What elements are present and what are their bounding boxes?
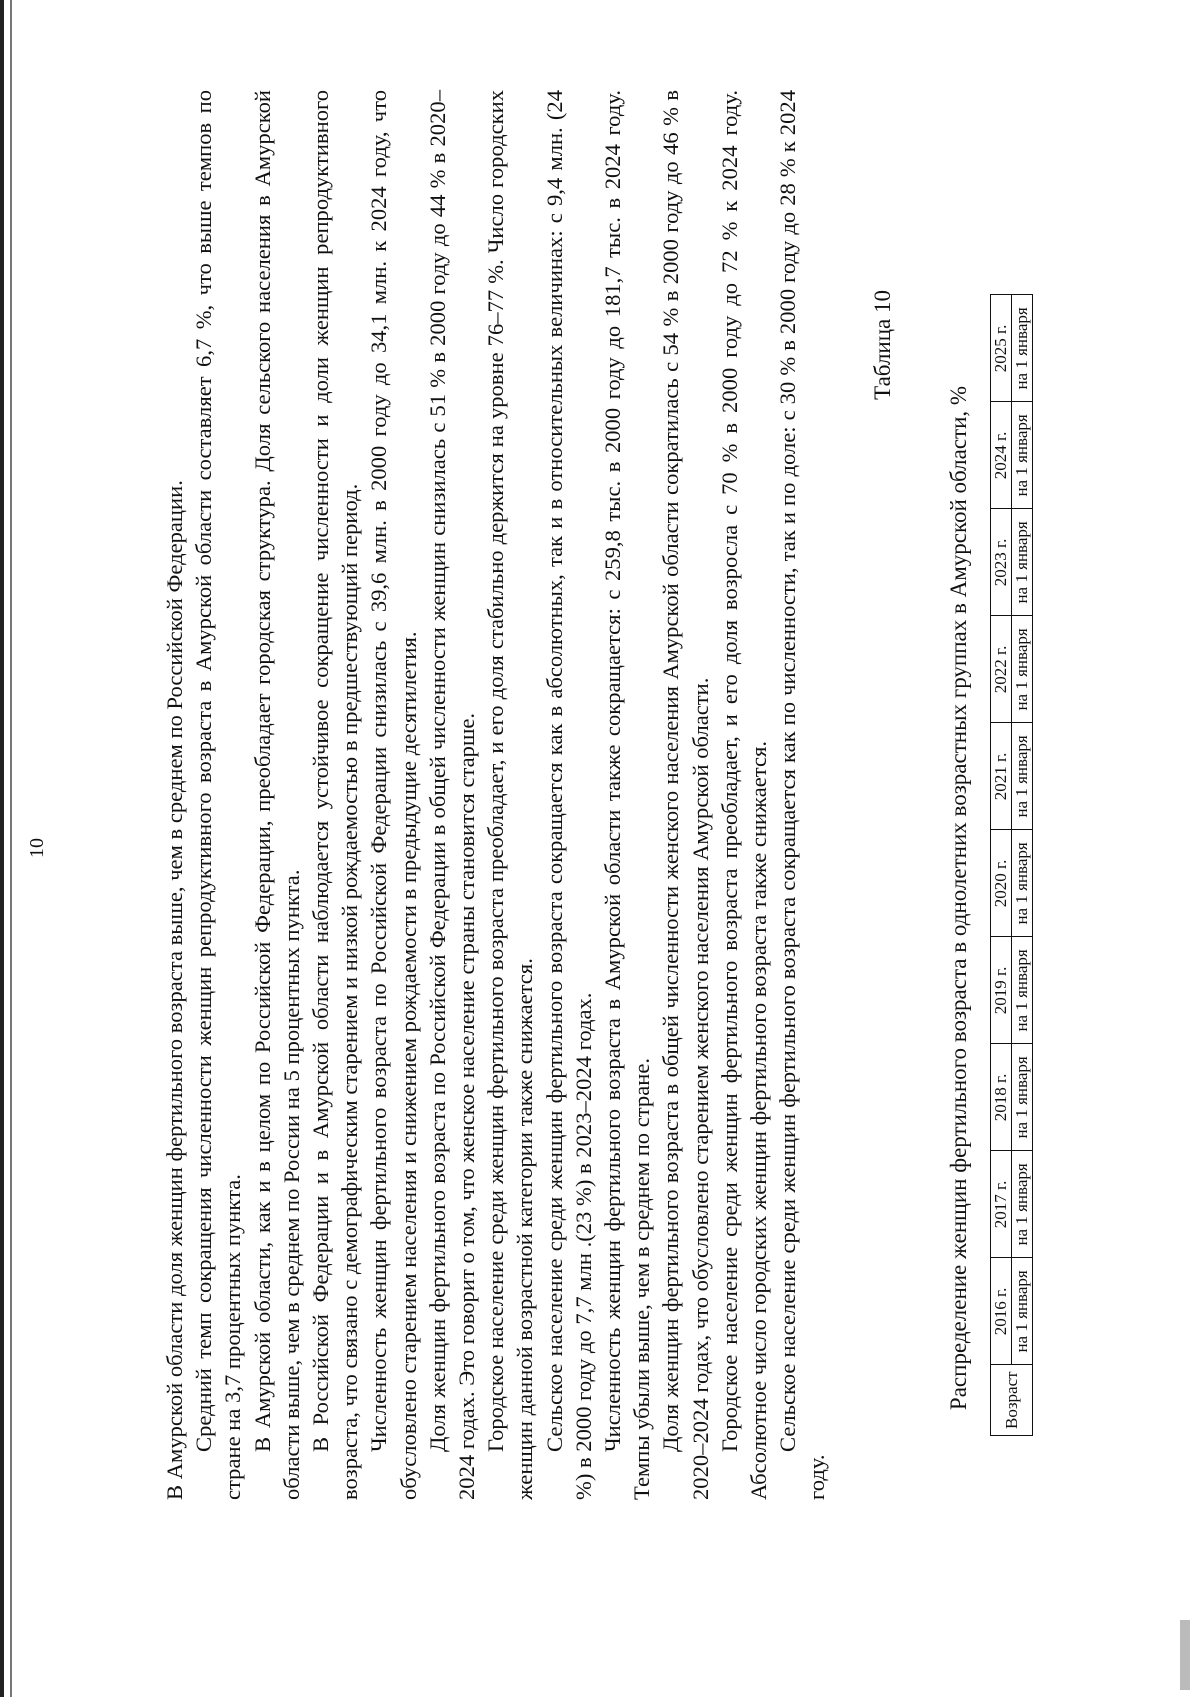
paragraph: Городское население среди женщин фертильного возраста преобладает, и его доля стабильно держится на уровне 76–77 %. Число городских женщин данной возрастной категории также снижается. <box>483 90 538 1500</box>
scan-border <box>0 0 4 1697</box>
paragraph: Сельское население среди женщин фертильного возраста сокращается как в абсолютных, так и в относительных величинах: с 9,4 млн. (24 %) в 2000 году до 7,7 млн .(23 %) в 2023–2024 годах. <box>541 90 596 1500</box>
date-subheader-cell: на 1 января <box>1012 295 1033 402</box>
year-header-cell: 2024 г. <box>991 402 1012 509</box>
paragraph: Доля женщин фертильного возраста по Российской Федерации в общей численности женщин снизилась с 51 % в 2000 году до 44 % в 2020–2024 годах. Это говорит о том, что женское население страны становится старше. <box>424 90 480 1500</box>
year-header-cell: 2016 г. <box>991 1258 1012 1365</box>
year-header-cell: 2018 г. <box>991 1044 1012 1151</box>
page-number: 10 <box>26 838 48 858</box>
date-subheader-cell: на 1 января <box>1012 830 1033 937</box>
year-header-cell: 2025 г. <box>991 295 1012 402</box>
year-header-cell: 2023 г. <box>991 509 1012 616</box>
paragraph: В Российской Федерации и в Амурской области наблюдается устойчивое сокращение численности и доли женщин репродуктивного возраста, что связано с демографическим старением и низкой рождаемостью в предшествующий период. <box>308 90 363 1500</box>
date-subheader-cell: на 1 января <box>1012 1044 1033 1151</box>
year-header-cell: 2017 г. <box>991 1151 1012 1258</box>
scan-artifact <box>1180 1620 1190 1690</box>
document-page <box>20 28 1180 1668</box>
date-subheader-cell: на 1 января <box>1012 723 1033 830</box>
date-subheader-cell: на 1 января <box>1012 402 1033 509</box>
paragraph: Доля женщин фертильного возраста в общей численности женского населения Амурской области сократилась с 54 % в 2000 году до 46 % в 2020–2024 годах, что обусловлено старением женского населения Амурской области. <box>658 90 713 1500</box>
date-subheader-cell: на 1 января <box>1012 1258 1033 1365</box>
year-header-cell: 2022 г. <box>991 616 1012 723</box>
paragraph: Городское население среди женщин фертильного возраста преобладает, и его доля возросла с 70 % в 2000 году до 72 % к 2024 году. Абсолютное число городских женщин фертильного возраста также снижается. <box>716 90 772 1500</box>
date-subheader-cell: на 1 января <box>1012 616 1033 723</box>
paragraph: В Амурской области, как и в целом по Российской Федерации, преобладает городская структура. Доля сельского населения в Амурской области выше, чем в среднем по России на 5 процентных пункта. <box>249 90 304 1500</box>
date-subheader-cell: на 1 января <box>1012 509 1033 616</box>
date-subheader-cell: на 1 января <box>1012 1151 1033 1258</box>
table-caption: Распределение женщин фертильного возраста в однолетних возрастных группах в Амурской области, % <box>946 385 971 1411</box>
paragraph: Численность женщин фертильного возраста в Амурской области также сокращается: с 259,8 тыс. в 2000 году до 181,7 тыс. в 2024 году. Темпы убыли выше, чем в среднем по стране. <box>600 90 655 1500</box>
body-text <box>160 90 832 1500</box>
table-subheader-row <box>1012 295 1033 1436</box>
age-distribution-table <box>990 294 1033 1436</box>
paragraph: В Амурской области доля женщин фертильного возраста выше, чем в среднем по Российской Федерации. <box>162 480 187 1500</box>
year-header-cell: 2021 г. <box>991 723 1012 830</box>
year-header-cell: 2020 г. <box>991 830 1012 937</box>
table-header-row <box>991 295 1012 1436</box>
paragraph: Численность женщин фертильного возраста по Российской Федерации снизилась с 39,6 млн. в 2000 году до 34,1 млн. к 2024 году, что обусловлено старением населения и снижением рождаемости в предыдущие десятилетия. <box>366 90 421 1500</box>
age-header-cell: Возраст <box>991 1365 1033 1436</box>
paragraph: Сельское население среди женщин фертильного возраста сокращается как по численности, так и по доле: с 30 % в 2000 году до 28 % к 2024 году. <box>775 90 830 1500</box>
scan-border-line <box>10 0 12 1697</box>
table-label: Таблица 10 <box>870 290 895 400</box>
paragraph: Средний темп сокращения численности женщин репродуктивного возраста в Амурской области составляет 6,7 %, что выше темпов по стране на 3,7 процентных пункта. <box>191 90 246 1500</box>
date-subheader-cell: на 1 января <box>1012 937 1033 1044</box>
year-header-cell: 2019 г. <box>991 937 1012 1044</box>
